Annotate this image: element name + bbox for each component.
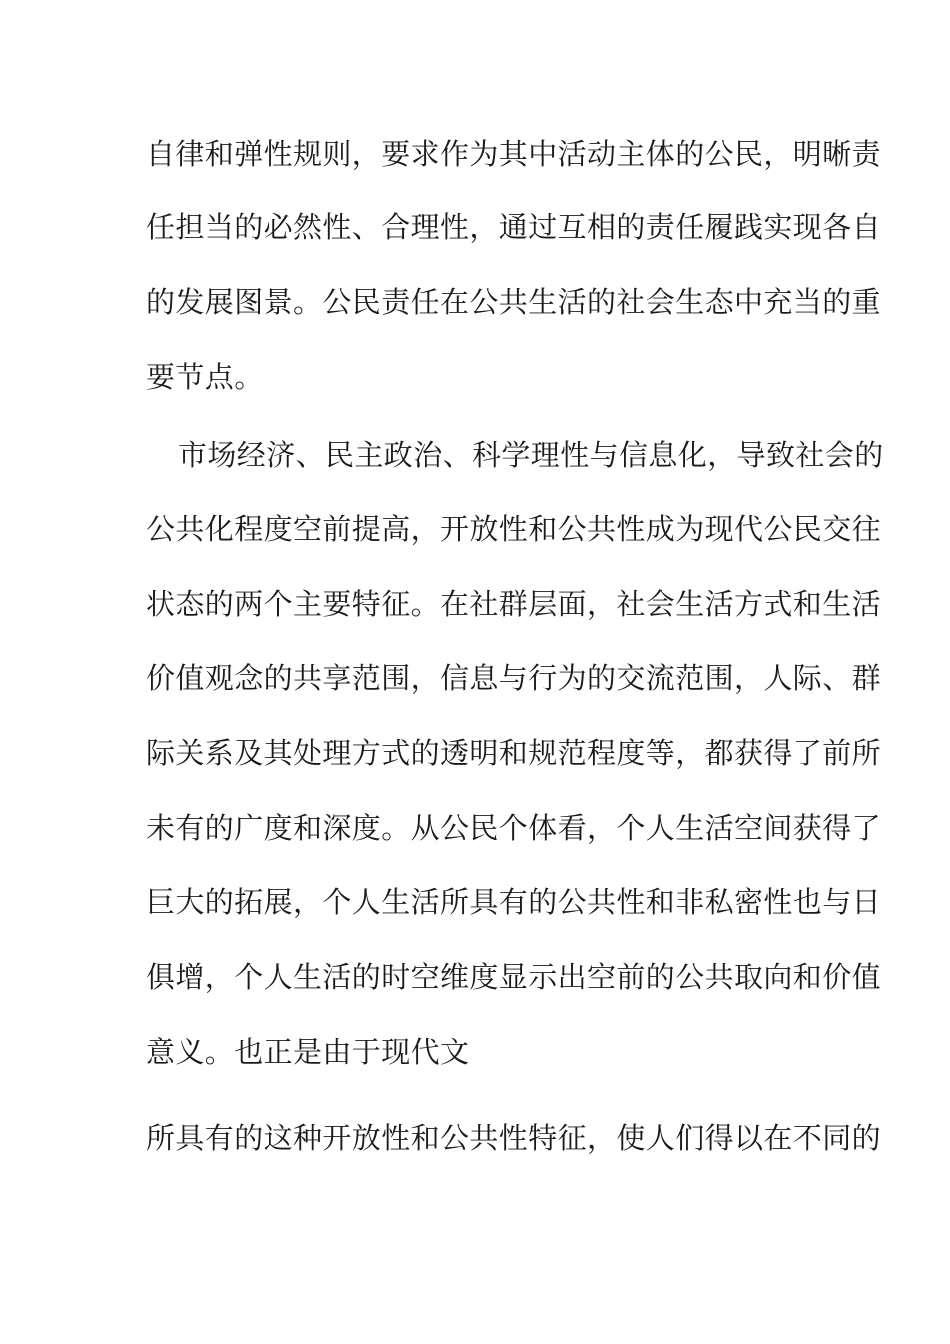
text-line: 俱增，个人生活的时空维度显示出空前的公共取向和价值 — [146, 960, 882, 994]
text-line: 任担当的必然性、合理性，通过互相的责任履践实现各自 — [146, 210, 882, 244]
text-line: 公共化程度空前提高，开放性和公共性成为现代公民交往 — [146, 512, 882, 546]
text-line: 际关系及其处理方式的透明和规范程度等，都获得了前所 — [146, 736, 882, 770]
text-line: 意义。也正是由于现代文 — [146, 1035, 470, 1069]
text-line: 要节点。 — [146, 360, 264, 394]
text-line: 自律和弹性规则，要求作为其中活动主体的公民，明晰责 — [146, 137, 882, 171]
text-line: 所具有的这种开放性和公共性特征，使人们得以在不同的 — [146, 1121, 882, 1155]
text-line: 价值观念的共享范围，信息与行为的交流范围，人际、群 — [146, 661, 882, 695]
text-line: 未有的广度和深度。从公民个体看，个人生活空间获得了 — [146, 811, 882, 845]
paragraph-first-line: 市场经济、民主政治、科学理性与信息化，导致社会的 — [178, 438, 884, 472]
text-line: 巨大的拓展，个人生活所具有的公共性和非私密性也与日 — [146, 885, 882, 919]
text-line: 的发展图景。公民责任在公共生活的社会生态中充当的重 — [146, 285, 882, 319]
text-line: 状态的两个主要特征。在社群层面，社会生活方式和生活 — [146, 587, 882, 621]
